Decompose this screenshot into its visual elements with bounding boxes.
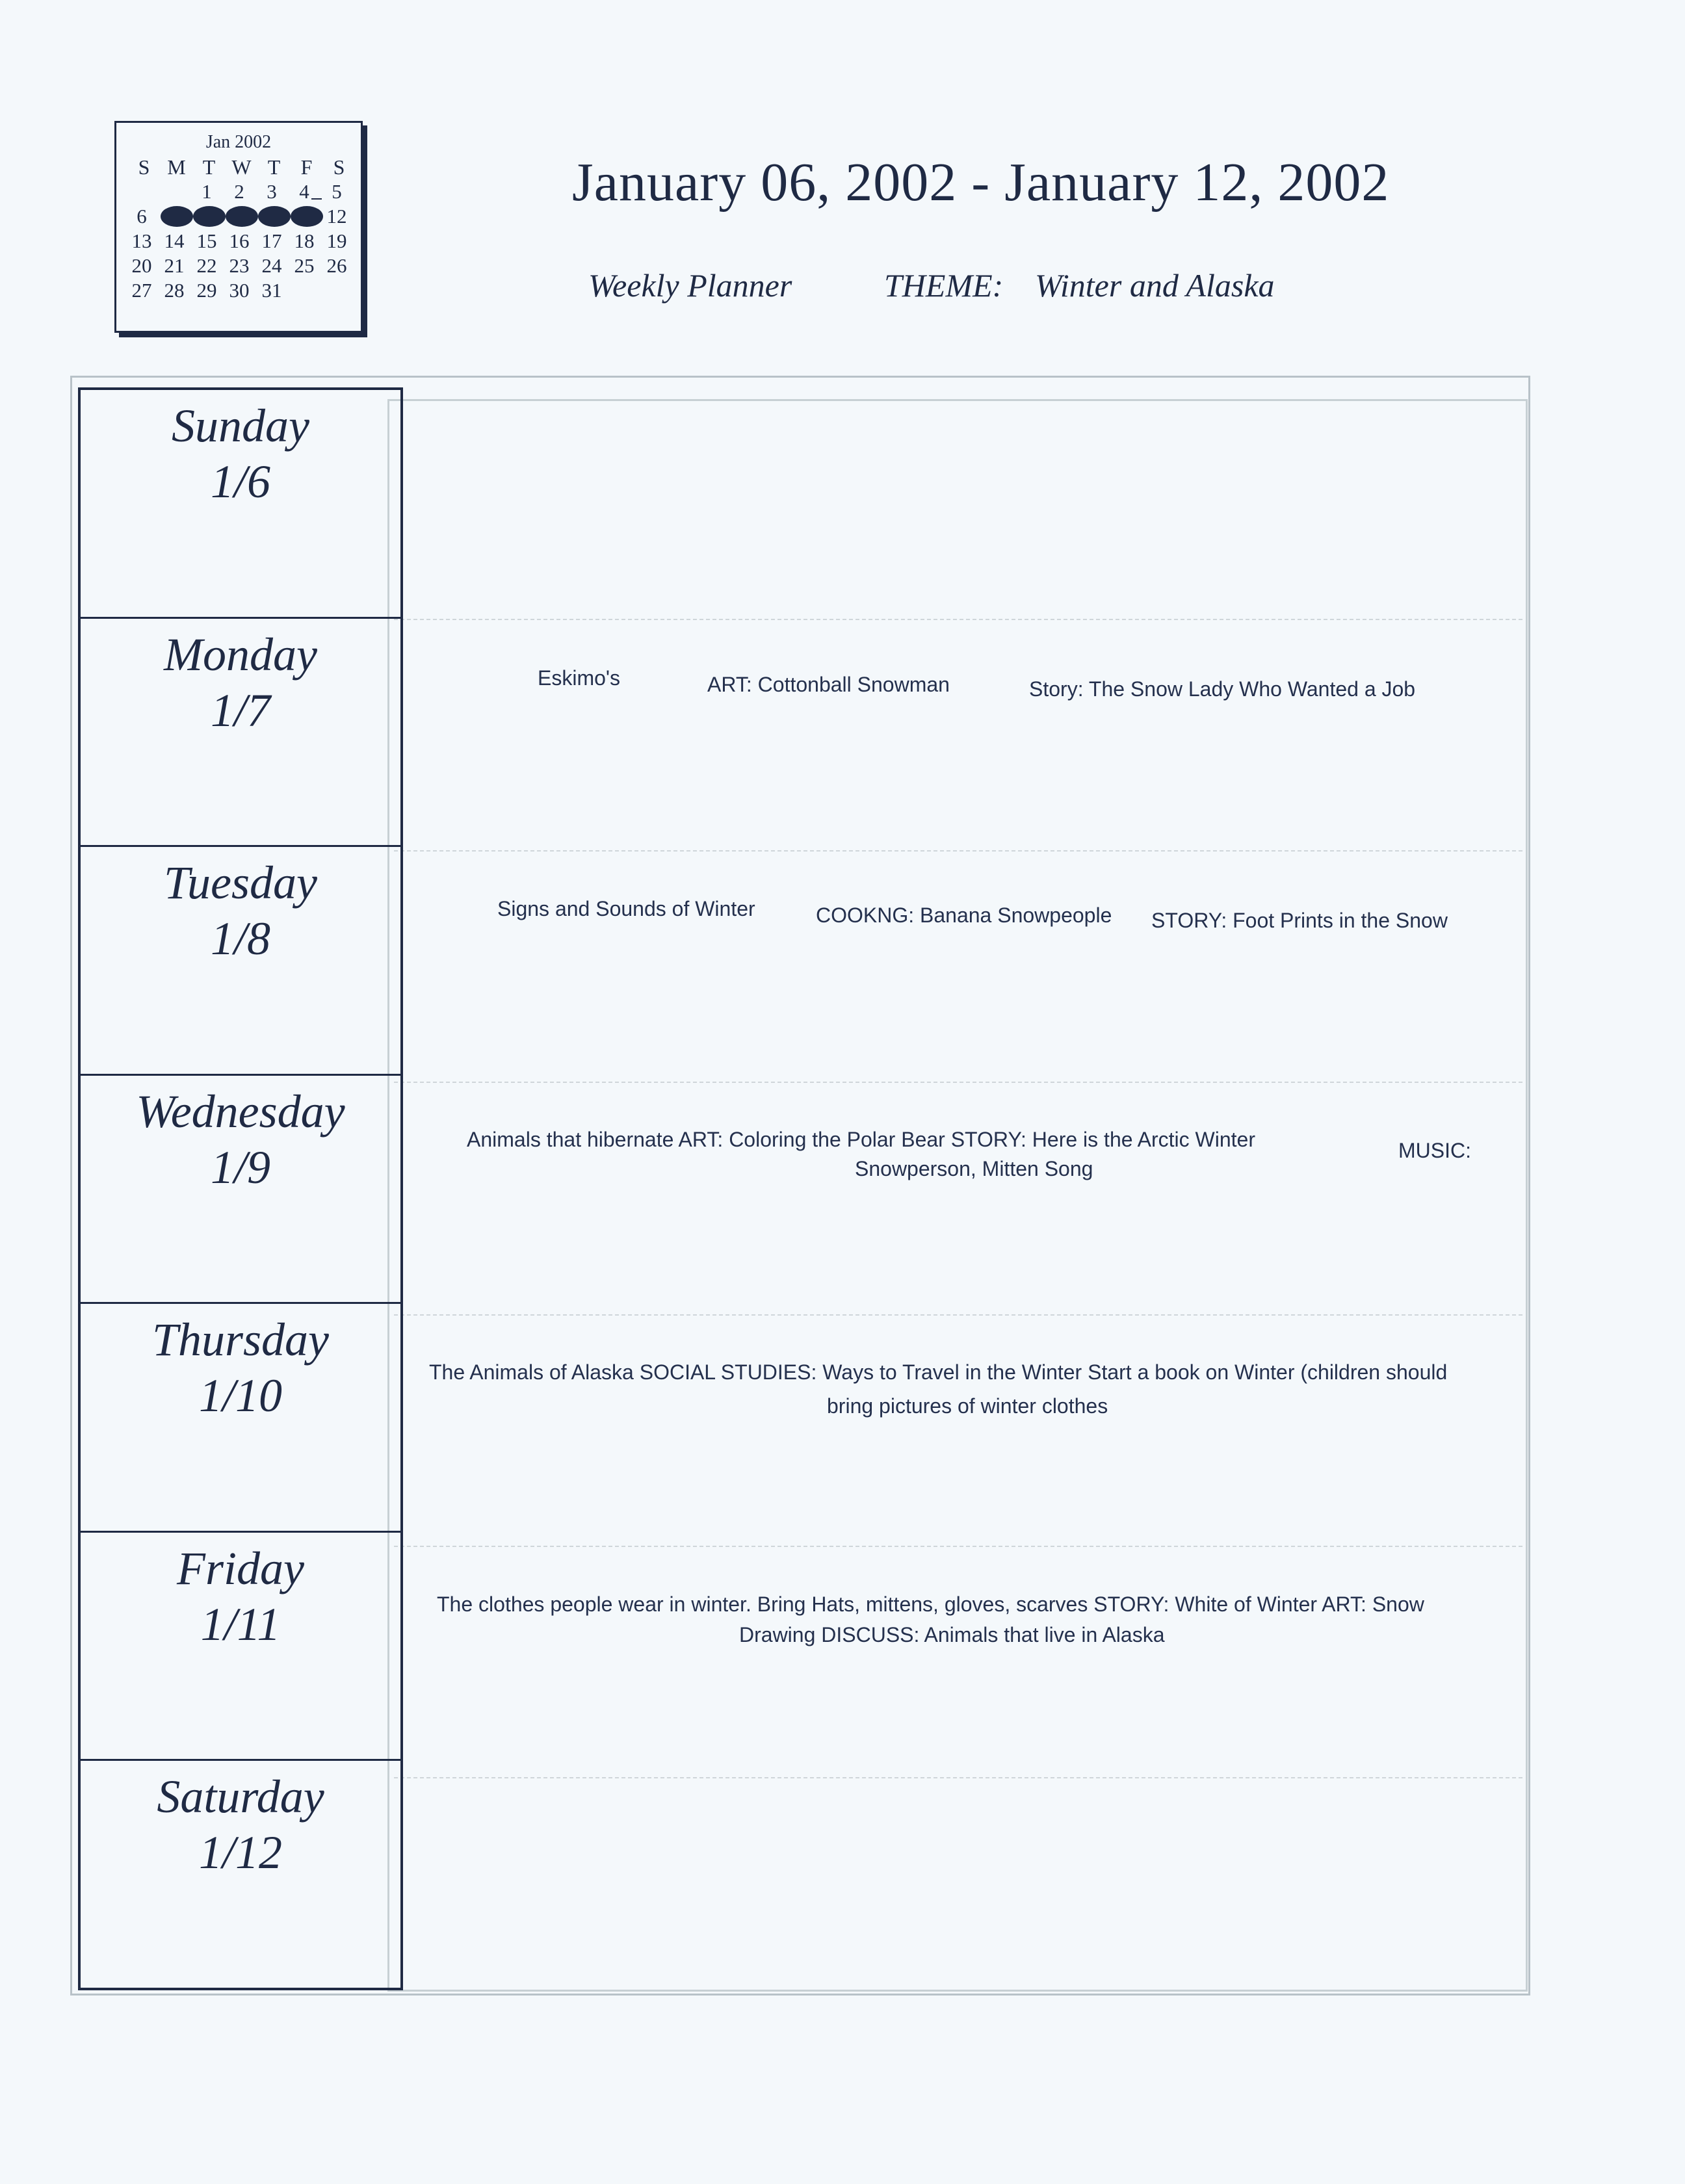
calendar-day xyxy=(288,279,320,304)
row-separator xyxy=(394,1314,1522,1316)
mini-calendar-days xyxy=(125,180,353,304)
tuesday-story: STORY: Foot Prints in the Snow xyxy=(1151,909,1448,932)
day-date: 1/8 xyxy=(210,913,270,965)
calendar-day xyxy=(320,279,353,304)
monday-story: Story: The Snow Lady Who Wanted a Job xyxy=(1029,677,1416,701)
day-date: 1/6 xyxy=(210,456,270,508)
calendar-day: 3 xyxy=(267,180,277,203)
day-cell-thursday xyxy=(81,1304,400,1533)
calendar-day-highlight xyxy=(158,205,190,229)
calendar-day: 5 xyxy=(332,180,342,203)
row-separator xyxy=(394,850,1522,852)
row-separator xyxy=(394,1777,1522,1778)
weekday-header: F xyxy=(300,155,313,179)
wednesday-activities-line2: Snowperson, Mitten Song xyxy=(855,1157,1093,1180)
monday-topic: Eskimo's xyxy=(538,666,621,690)
calendar-day: 26 xyxy=(326,254,347,277)
calendar-day: 1 xyxy=(202,180,212,203)
calendar-day-highlight xyxy=(255,205,288,229)
mini-calendar-month: Jan 2002 xyxy=(205,132,272,152)
day-column xyxy=(78,387,403,1990)
calendar-day: 18 xyxy=(294,229,315,252)
weekday-header: M xyxy=(167,155,187,179)
tuesday-topic: Signs and Sounds of Winter xyxy=(497,897,755,920)
calendar-day: 28 xyxy=(164,279,185,302)
day-cell-wednesday xyxy=(81,1076,400,1305)
calendar-day: 2 xyxy=(234,180,244,203)
day-date: 1/12 xyxy=(198,1826,282,1879)
calendar-day: 22 xyxy=(196,254,217,277)
activities-panel xyxy=(387,399,1528,1992)
thursday-activities-line2: bring pictures of winter clothes xyxy=(827,1394,1108,1418)
calendar-day: 6 xyxy=(137,205,147,228)
calendar-day: 13 xyxy=(131,229,152,252)
mini-calendar xyxy=(114,121,363,333)
calendar-day: 17 xyxy=(261,229,282,252)
calendar-day: 21 xyxy=(164,254,185,277)
theme-value: Winter and Alaska xyxy=(1035,267,1275,304)
calendar-day: 24 xyxy=(261,254,282,277)
day-cell-sunday xyxy=(81,390,400,619)
day-name: Thursday xyxy=(151,1314,330,1366)
page-title: January 06, 2002 - January 12, 2002 xyxy=(572,152,1390,213)
weekday-header: S xyxy=(138,155,151,179)
mini-calendar-weekday-headers xyxy=(128,155,356,179)
monday-art: ART: Cottonball Snowman xyxy=(707,673,950,696)
friday-activities-line2: Drawing DISCUSS: Animals that live in Alaska xyxy=(739,1623,1165,1646)
calendar-day-highlight xyxy=(288,205,320,229)
weekday-header: T xyxy=(202,155,216,179)
wednesday-activities-line1: Animals that hibernate ART: Coloring the Polar Bear STORY: Here is the Arctic Winter xyxy=(467,1128,1255,1151)
calendar-day: 31 xyxy=(261,279,282,302)
calendar-day: 12 xyxy=(326,205,347,228)
planner-subtitle: Weekly Planner xyxy=(588,267,792,304)
day-cell-tuesday xyxy=(81,847,400,1076)
calendar-day: 27 xyxy=(131,279,152,302)
calendar-day: 29 xyxy=(196,279,217,302)
wednesday-music-label: MUSIC: xyxy=(1398,1139,1471,1162)
day-date: 1/10 xyxy=(198,1370,282,1422)
day-date: 1/9 xyxy=(210,1141,270,1193)
day-date: 1/7 xyxy=(210,684,270,736)
day-name: Monday xyxy=(164,628,317,681)
theme-label: THEME: xyxy=(884,267,1004,304)
friday-activities-line1: The clothes people wear in winter. Bring Hats, mittens, gloves, scarves STORY: White of Winter ART: Snow xyxy=(437,1592,1424,1616)
tuesday-cooking: COOKNG: Banana Snowpeople xyxy=(816,904,1112,927)
day-cell-friday xyxy=(81,1533,400,1762)
calendar-day: 23 xyxy=(229,254,250,277)
day-cell-monday xyxy=(81,619,400,848)
day-name: Sunday xyxy=(172,400,309,452)
weekday-header: W xyxy=(231,155,252,179)
calendar-day xyxy=(125,180,158,205)
day-date: 1/11 xyxy=(200,1598,281,1650)
calendar-day: 25 xyxy=(294,254,315,277)
calendar-day: 30 xyxy=(229,279,250,302)
row-separator xyxy=(394,1082,1522,1083)
calendar-day: 4 xyxy=(299,180,309,203)
calendar-day: 19 xyxy=(326,229,347,252)
day-name: Wednesday xyxy=(136,1085,345,1138)
day-name: Saturday xyxy=(157,1771,324,1823)
row-separator xyxy=(394,619,1522,620)
row-separator xyxy=(394,1546,1522,1547)
calendar-day-highlight xyxy=(223,205,255,229)
weekday-header: S xyxy=(333,155,346,179)
thursday-activities-line1: The Animals of Alaska SOCIAL STUDIES: Ways to Travel in the Winter Start a book on Winter (children should xyxy=(429,1360,1448,1384)
weekday-header: T xyxy=(267,155,281,179)
calendar-day xyxy=(158,180,190,205)
calendar-day: 16 xyxy=(229,229,250,252)
day-name: Friday xyxy=(177,1542,304,1594)
calendar-day: 14 xyxy=(164,229,185,252)
calendar-day: 15 xyxy=(196,229,217,252)
day-cell-saturday xyxy=(81,1761,400,1988)
day-name: Tuesday xyxy=(163,857,317,909)
calendar-day-highlight xyxy=(190,205,223,229)
calendar-day: 20 xyxy=(131,254,152,277)
